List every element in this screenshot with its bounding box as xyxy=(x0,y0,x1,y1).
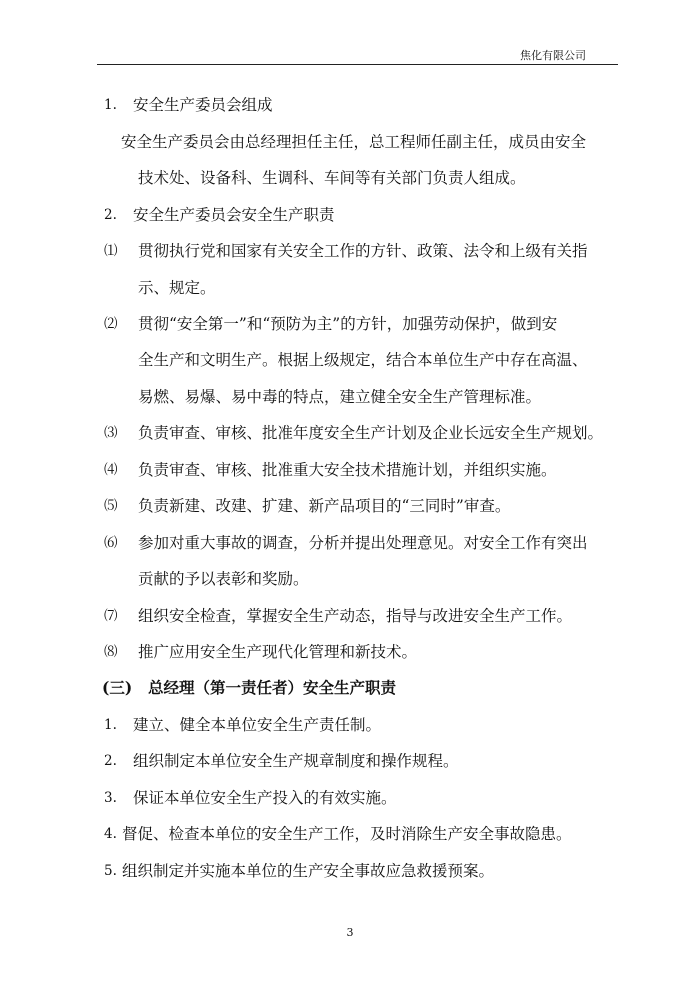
page-number: 3 xyxy=(346,926,354,939)
list-item-continuation: 易燃、易爆、易中毒的特点，建立健全安全生产管理标准。 xyxy=(138,388,542,406)
item-marker: 2. xyxy=(104,753,117,769)
section-marker: (三) xyxy=(102,678,133,697)
item-marker: ⑸ xyxy=(104,498,118,514)
list-item: 推广应用安全生产现代化管理和新技术。 xyxy=(138,643,418,661)
header-company-name: 焦化有限公司 xyxy=(520,49,586,62)
list-item: 建立、健全本单位安全生产责任制。 xyxy=(133,716,382,734)
item-marker: 1. xyxy=(104,97,117,113)
list-item: 督促、检查本单位的安全生产工作，及时消除生产安全事故隐患。 xyxy=(122,825,572,843)
list-item: 负责审查、审核、批准年度安全生产计划及企业长远安全生产规划。 xyxy=(138,424,604,442)
list-item: 组织制定并实施本单位的生产安全事故应急救援预案。 xyxy=(122,862,495,880)
subheading-committee-duties: 安全生产委员会安全生产职责 xyxy=(133,206,335,224)
item-marker: ⑺ xyxy=(104,608,118,624)
list-item: 参加对重大事故的调查，分析并提出处理意见。对安全工作有突出 xyxy=(138,534,588,552)
item-marker: 4. xyxy=(104,826,117,842)
page-header xyxy=(97,50,618,65)
section-heading-gm-duties: 总经理（第一责任者）安全生产职责 xyxy=(148,678,397,697)
item-marker: 5. xyxy=(104,863,117,879)
list-item: 负责审查、审核、批准重大安全技术措施计划，并组织实施。 xyxy=(138,461,557,479)
item-marker: ⑹ xyxy=(104,535,118,551)
list-item: 保证本单位安全生产投入的有效实施。 xyxy=(133,789,397,807)
item-marker: ⑻ xyxy=(104,644,118,660)
item-marker: 1. xyxy=(104,717,117,733)
list-item-continuation: 贡献的予以表彰和奖励。 xyxy=(138,570,309,588)
list-item: 组织安全检查，掌握安全生产动态，指导与改进安全生产工作。 xyxy=(138,607,573,625)
item-marker: ⑶ xyxy=(104,425,118,441)
list-item: 负责新建、改建、扩建、新产品项目的“三同时”审查。 xyxy=(138,497,511,515)
list-item-continuation: 示、规定。 xyxy=(138,279,216,297)
item-marker: ⑷ xyxy=(104,462,118,478)
paragraph-line: 安全生产委员会由总经理担任主任，总工程师任副主任，成员由安全 xyxy=(121,133,587,151)
item-marker: ⑴ xyxy=(104,243,118,259)
item-marker: 3. xyxy=(104,790,117,806)
paragraph-line: 技术处、设备科、生调科、车间等有关部门负责人组成。 xyxy=(138,169,526,187)
item-marker: ⑵ xyxy=(104,316,118,332)
list-item: 贯彻执行党和国家有关安全工作的方针、政策、法令和上级有关指 xyxy=(138,242,588,260)
list-item: 贯彻“安全第一”和“预防为主”的方针，加强劳动保护，做到安 xyxy=(138,315,558,333)
list-item: 组织制定本单位安全生产规章制度和操作规程。 xyxy=(133,752,459,770)
subheading-committee-composition: 安全生产委员会组成 xyxy=(133,96,273,114)
list-item-continuation: 全生产和文明生产。根据上级规定，结合本单位生产中存在高温、 xyxy=(138,351,588,369)
item-marker: 2. xyxy=(104,207,117,223)
